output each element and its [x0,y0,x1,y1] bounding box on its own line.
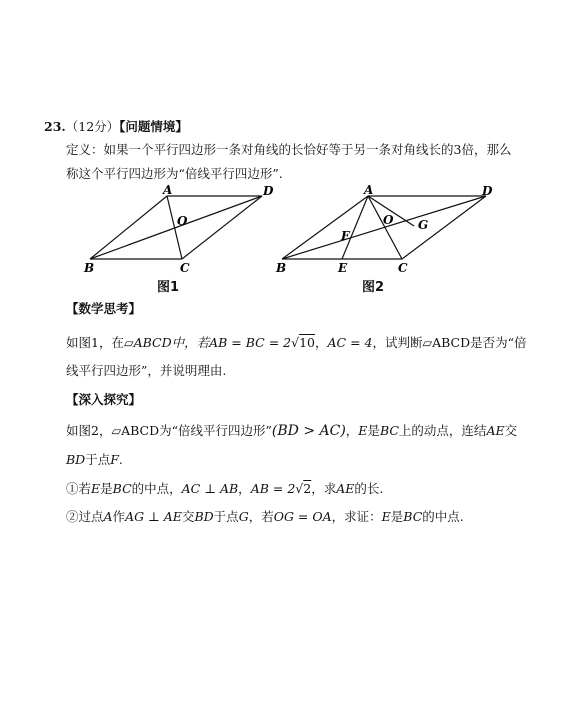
question-2: ②过点A作AG ⊥ AE交BD于点G，若OG = OA，求证：E是BC的中点. [66,509,464,524]
fig2-diagonal-bd [282,196,486,259]
fig1-label-c: C [180,261,190,275]
fig2-label-a: A [364,183,374,197]
parallelogram-symbol: ▱ [111,423,122,438]
definition-line-2: 称这个平行四边形为“倍线平行四边形”. [66,166,283,181]
math-thinking-header: 【数学思考】 [66,301,142,316]
fig2-diagonal-ac [368,196,402,259]
fig2-label-c: C [398,261,408,275]
problem-header [44,119,188,135]
deep-exploration-line-1: 如图2，▱ABCD为“倍线平行四边形”(BD > AC)，E是BC上的动点，连结AE交 [66,423,518,439]
problem-number: 23. [44,119,66,134]
definition-line-1: 定义：如果一个平行四边形一条对角线的长恰好等于另一条对角线长的3倍，那么 [66,142,512,157]
section-context-title: 【问题情境】 [119,119,188,134]
fig1-diagonal-bd [90,196,262,259]
sqrt-2: 2 [303,481,312,496]
sqrt-10: 10 [299,335,315,350]
fig2-label-d: D [482,184,493,198]
question-1: ①若E是BC的中点，AC ⊥ AB，AB = 2√2，求AE的长. [66,481,384,496]
deep-exploration-line-2: BD于点F. [66,452,123,467]
fig1-label-d: D [263,184,274,198]
figure-1-diagram [80,183,280,293]
fig1-side-cd [182,196,262,259]
fig2-label-o: O [383,213,394,227]
figure-1-caption: 图1 [157,280,180,295]
fig1-label-o: O [177,214,188,228]
fig2-label-e: E [338,261,348,275]
math-thinking-line-2: 线平行四边形”，并说明理由. [66,363,227,378]
deep-exploration-header: 【深入探究】 [66,392,142,407]
fig2-side-cd [402,196,486,259]
fig2-label-f: F [341,229,350,243]
parallelogram-symbol: ▱ [422,335,433,350]
fig2-label-b: B [276,261,287,275]
problem-points: （12分） [65,119,120,134]
fig1-side-ab [90,196,167,259]
fig1-label-b: B [84,261,95,275]
fig1-label-a: A [163,183,173,197]
parallelogram-symbol: ▱ [123,335,134,350]
fig2-label-g: G [418,218,429,232]
figure-2-caption: 图2 [362,280,385,295]
figure-2-diagram [272,183,502,293]
math-thinking-line-1: 如图1，在▱ABCD中，若AB = BC = 2√10，AC = 4，试判断▱ABCD是否为“倍 [66,335,527,350]
